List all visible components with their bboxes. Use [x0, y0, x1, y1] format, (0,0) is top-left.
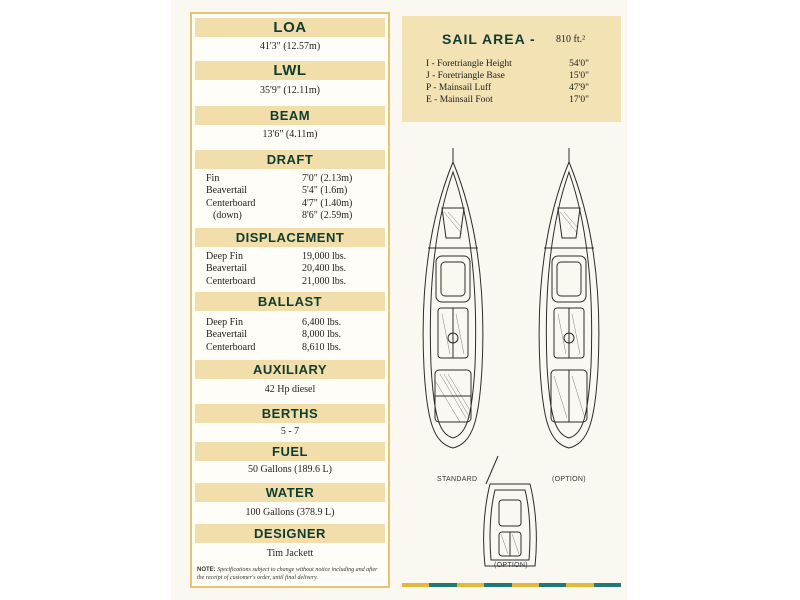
displacement-centerboard-label: Centerboard [206, 275, 256, 287]
draft-table [206, 173, 380, 223]
deck-plan-drawings [402, 138, 621, 583]
deck-plans-svg [402, 138, 621, 578]
table-row [206, 173, 380, 185]
standard-hull-plan [423, 148, 483, 448]
lwl-heading: LWL [195, 61, 385, 80]
table-row [206, 276, 380, 288]
ballast-heading: BALLAST [195, 292, 385, 311]
draft-beavertail-value: 5'4" (1.6m) [302, 185, 348, 197]
ballast-centerboard-label: Centerboard [206, 341, 256, 353]
stripe-segment [457, 583, 484, 587]
water-heading: WATER [195, 483, 385, 502]
loa-heading: LOA [195, 18, 385, 37]
ballast-table [206, 317, 380, 354]
water-value: 100 Gallons (378.9 L) [245, 507, 335, 518]
beam-value: 13'6" (4.11m) [262, 129, 318, 140]
displacement-deep-fin-label: Deep Fin [206, 251, 243, 262]
displacement-table [206, 251, 380, 288]
displacement-beavertail-label: Beavertail [206, 263, 248, 275]
table-row [206, 210, 380, 222]
draft-centerboard-value: 4'7" (1.40m) [302, 197, 353, 209]
stripe-segment [484, 583, 511, 587]
aft-cabin-option-plan [484, 456, 537, 566]
draft-beavertail-label: Beavertail [206, 185, 248, 197]
sail-j-value: 15'0" [569, 71, 589, 81]
draft-down-label: (down) [213, 210, 242, 222]
sail-p-label: P - Mainsail Luff [426, 83, 492, 93]
table-row [426, 70, 589, 82]
ballast-centerboard-value: 8,610 lbs. [302, 341, 342, 353]
stripe-segment [512, 583, 539, 587]
sail-area-value: 810 ft.² [556, 34, 586, 45]
sail-p-value: 47'9" [569, 83, 589, 93]
designer-heading: DESIGNER [195, 524, 385, 543]
table-row [206, 317, 380, 329]
sail-area-heading: SAIL AREA - [442, 31, 536, 47]
table-row [206, 342, 380, 354]
sail-e-label: E - Mainsail Foot [426, 95, 493, 105]
ballast-beavertail-label: Beavertail [206, 329, 248, 341]
table-row [206, 251, 380, 263]
option-plan-label: (OPTION) [552, 476, 586, 483]
stripe-segment [539, 583, 566, 587]
draft-down-value: 8'6" (2.59m) [302, 210, 353, 222]
loa-value: 41'3" (12.57m) [259, 41, 321, 52]
displacement-heading: DISPLACEMENT [195, 228, 385, 247]
lwl-value: 35'9" (12.11m) [260, 85, 320, 96]
fuel-value: 50 Gallons (189.6 L) [248, 464, 332, 475]
draft-fin-label: Fin [206, 173, 220, 184]
draft-heading: DRAFT [195, 150, 385, 169]
table-row [206, 329, 380, 341]
table-row [426, 94, 589, 106]
designer-value: Tim Jackett [266, 548, 314, 559]
sail-dimensions-table [426, 58, 589, 106]
specifications-panel [190, 12, 390, 588]
berths-value: 5 - 7 [280, 426, 300, 437]
auxiliary-value: 42 Hp diesel [264, 384, 316, 395]
stripe-segment [429, 583, 456, 587]
table-row [206, 185, 380, 197]
sail-j-label: J - Foretriangle Base [426, 71, 505, 81]
table-row [206, 198, 380, 210]
aft-option-plan-label: (OPTION) [494, 562, 528, 569]
table-row [426, 82, 589, 94]
table-row [426, 58, 589, 70]
sail-e-value: 17'0" [569, 95, 589, 105]
berths-heading: BERTHS [195, 404, 385, 423]
ballast-deep-fin-label: Deep Fin [206, 317, 243, 328]
standard-plan-label: STANDARD [437, 476, 478, 483]
option-hull-plan [539, 148, 599, 448]
note-label: NOTE: [197, 567, 216, 573]
sail-area-box [402, 16, 621, 122]
table-row [206, 263, 380, 275]
draft-fin-value: 7'0" (2.13m) [302, 173, 353, 184]
fuel-heading: FUEL [195, 442, 385, 461]
auxiliary-heading: AUXILIARY [195, 360, 385, 379]
ballast-deep-fin-value: 6,400 lbs. [302, 317, 342, 328]
displacement-beavertail-value: 20,400 lbs. [302, 263, 347, 275]
stripe-segment [594, 583, 621, 587]
stripe-segment [402, 583, 429, 587]
beam-heading: BEAM [195, 106, 385, 125]
note-text: Specifications subject to change without notice including and after the receipt of customer's order, until final delivery. [197, 567, 378, 581]
specifications-note [197, 566, 384, 582]
sail-i-label: I - Foretriangle Height [426, 59, 512, 69]
draft-centerboard-label: Centerboard [206, 197, 256, 209]
stripe-segment [566, 583, 593, 587]
displacement-centerboard-value: 21,000 lbs. [302, 275, 347, 287]
decorative-color-stripe [402, 583, 621, 587]
sail-i-value: 54'0" [569, 59, 589, 69]
ballast-beavertail-value: 8,000 lbs. [302, 329, 342, 341]
displacement-deep-fin-value: 19,000 lbs. [302, 251, 347, 262]
